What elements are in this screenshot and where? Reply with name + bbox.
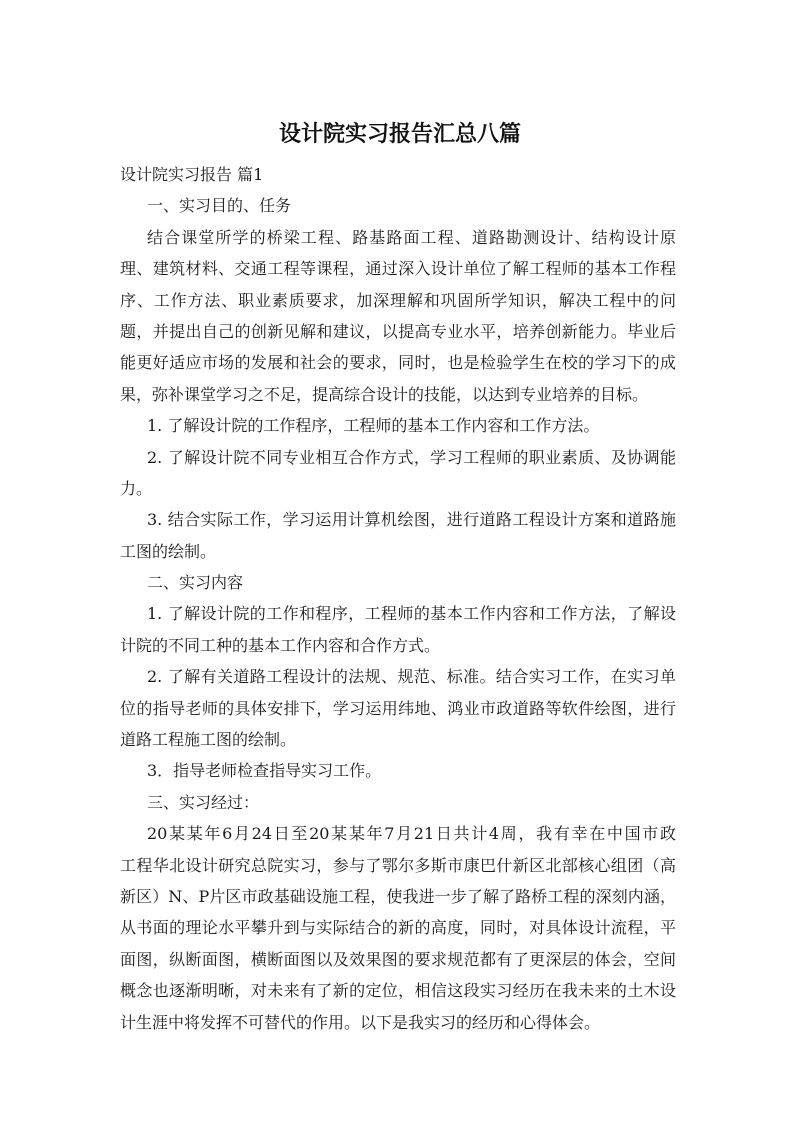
paragraph: [120, 598, 676, 661]
paragraph-line: 概念也逐渐明晰，对未来有了新的定位，相信这段实习经历在我未来的土木设: [120, 981, 676, 1001]
paragraph-line: 果，弥补课堂学习之不足，提高综合设计的技能，以达到专业培养的目标。: [120, 384, 649, 404]
document-body: [120, 159, 676, 1038]
paragraph-line: 面图，纵断面图，横断面图以及效果图的要求规范都有了更深层的体会，空间: [120, 949, 676, 969]
paragraph-line: 计生涯中将发挥不可替代的作用。以下是我实习的经历和心得体会。: [120, 1012, 601, 1032]
paragraph-line: 从书面的理论水平攀升到与实际结合的新的高度，同时，对具体设计流程，平: [120, 918, 676, 938]
paragraph-line: 2. 了解有关道路工程设计的法规、规范、标准。结合实习工作，在实习单: [147, 667, 676, 687]
paragraph-line: 1. 了解设计院的工作和程序，工程师的基本工作内容和工作方法，了解设: [147, 604, 676, 624]
paragraph-line: 二、实习内容: [147, 573, 244, 593]
paragraph-line: 题，并提出自己的创新见解和建议，以提高专业水平，培养创新能力。毕业后: [120, 321, 676, 341]
paragraph-line: 一、实习目的、任务: [147, 196, 292, 216]
paragraph: [120, 661, 676, 755]
paragraph-line: 力。: [120, 478, 153, 498]
paragraph-line: 3．指导老师检查指导实习工作。: [147, 761, 382, 781]
paragraph-line: 位的指导老师的具体安排下，学习运用纬地、鸿业市政道路等软件绘图，进行: [120, 698, 676, 718]
paragraph-line: 20某某年6月24日至20某某年7月21日共计4周，我有幸在中国市政: [147, 824, 676, 844]
paragraph-line: 工程华北设计研究总院实习，参与了鄂尔多斯市康巴什新区北部核心组团（高: [120, 855, 676, 875]
paragraph: [120, 410, 676, 441]
paragraph-line: 道路工程施工图的绘制。: [120, 730, 297, 750]
paragraph: [120, 818, 676, 1038]
paragraph: [120, 567, 676, 598]
paragraph-line: 三、实习经过：: [147, 792, 260, 812]
paragraph-line: 工图的绘制。: [120, 541, 217, 561]
paragraph-line: 序、工作方法、职业素质要求，加深理解和巩固所学知识，解决工程中的问: [120, 290, 676, 310]
paragraph-line: 理、建筑材料、交通工程等课程，通过深入设计单位了解工程师的基本工作程: [120, 259, 676, 279]
paragraph-line: 设计院实习报告 篇1: [120, 165, 264, 184]
paragraph-line: 新区）N、P片区市政基础设施工程，使我进一步了解了路桥工程的深刻内涵，: [120, 886, 676, 906]
paragraph-line: 计院的不同工种的基本工作内容和合作方式。: [120, 635, 441, 655]
document-title: 设计院实习报告汇总八篇: [278, 122, 521, 147]
paragraph: [120, 159, 676, 190]
paragraph: [120, 787, 676, 818]
paragraph-line: 3. 结合实际工作，学习运用计算机绘图，进行道路工程设计方案和道路施: [147, 510, 676, 530]
paragraph-line: 结合课堂所学的桥梁工程、路基路面工程、道路勘测设计、结构设计原: [147, 227, 676, 247]
paragraph: [120, 222, 676, 410]
paragraph: [120, 442, 676, 505]
paragraph: [120, 504, 676, 567]
paragraph-line: 2. 了解设计院不同专业相互合作方式，学习工程师的职业素质、及协调能: [147, 447, 676, 467]
paragraph: [120, 190, 676, 221]
paragraph-line: 1. 了解设计院的工作程序，工程师的基本工作内容和工作方法。: [147, 416, 600, 436]
paragraph: [120, 755, 676, 786]
paragraph-line: 能更好适应市场的发展和社会的要求，同时，也是检验学生在校的学习下的成: [120, 353, 676, 373]
